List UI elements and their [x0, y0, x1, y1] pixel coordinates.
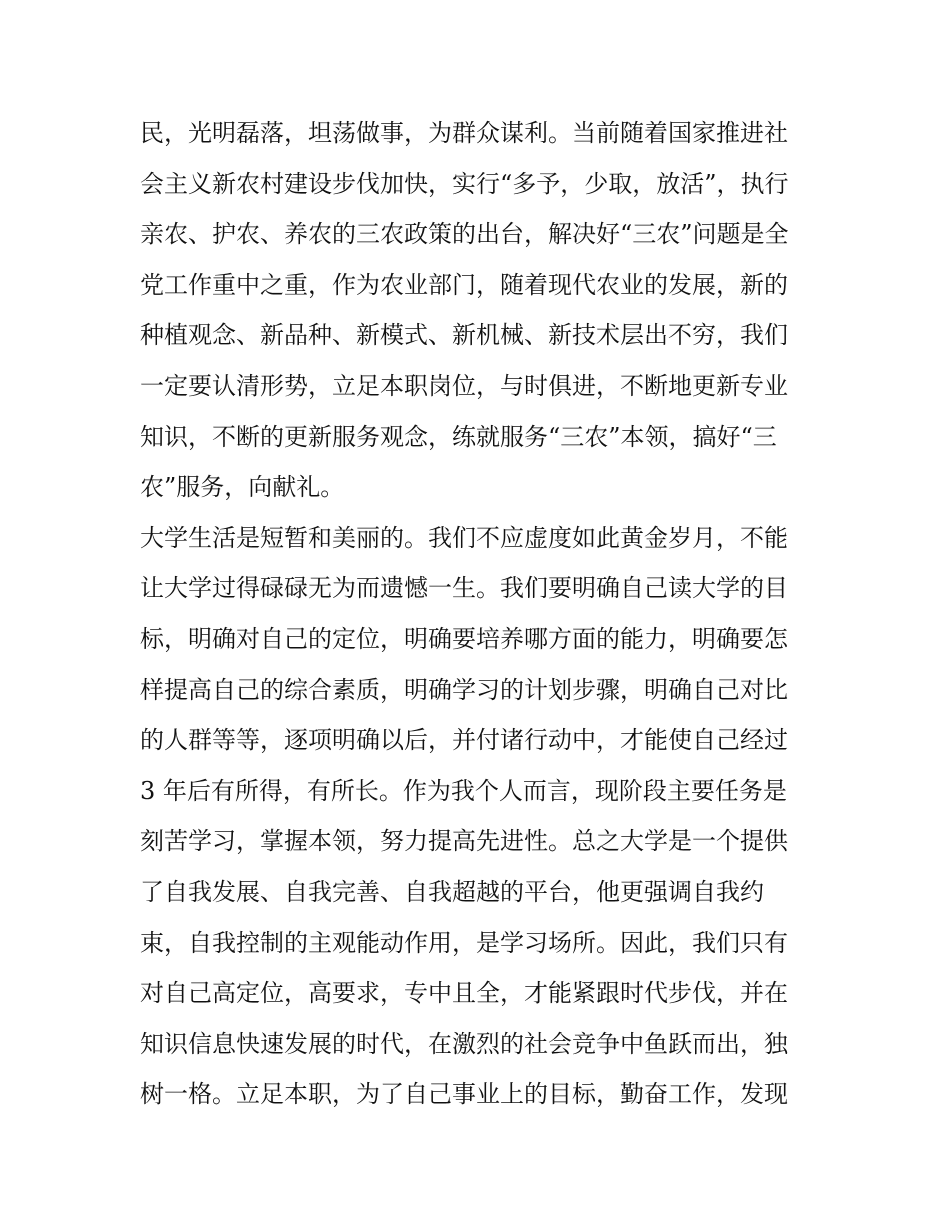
text-line: 会主义新农村建设步伐加快，实行“多予，少取，放活”，执行	[140, 169, 789, 198]
paragraph-1	[140, 108, 820, 513]
text-line: 让大学过得碌碌无为而遗憾一生。我们要明确自己读大学的目	[140, 574, 788, 603]
text-line: 束，自我控制的主观能动作用，是学习场所。因此，我们只有	[140, 928, 788, 957]
text-line: 树一格。立足本职，为了自己事业上的目标，勤奋工作，发现	[140, 1080, 788, 1109]
text-line: 了自我发展、自我完善、自我超越的平台，他更强调自我约	[140, 877, 764, 906]
text-line: 的人群等等，逐项明确以后，并付诸行动中，才能使自己经过	[140, 726, 788, 755]
body-text	[140, 108, 820, 1120]
text-line: 标，明确对自己的定位，明确要培养哪方面的能力，明确要怎	[140, 624, 788, 653]
text-line: 3 年后有所得，有所长。作为我个人而言，现阶段主要任务是	[140, 776, 787, 805]
text-line: 对自己高定位，高要求，专中且全，才能紧跟时代步伐，并在	[140, 979, 788, 1008]
text-line: 亲农、护农、养农的三农政策的出台，解决好“三农”问题是全	[140, 220, 789, 249]
text-line: 农”服务，向献礼。	[140, 473, 345, 502]
text-line: 一定要认清形势，立足本职岗位，与时俱进，不断地更新专业	[140, 371, 788, 400]
text-line: 种植观念、新品种、新模式、新机械、新技术层出不穷，我们	[140, 321, 788, 350]
text-line: 党工作重中之重，作为农业部门，随着现代农业的发展，新的	[140, 270, 788, 299]
text-line: 民，光明磊落，坦荡做事，为群众谋利。当前随着国家推进社	[140, 119, 788, 147]
paragraph-2	[140, 513, 820, 1120]
text-line: 大学生活是短暂和美丽的。我们不应虚度如此黄金岁月，不能	[140, 523, 788, 552]
text-line: 知识，不断的更新服务观念，练就服务“三农”本领，搞好“三	[140, 422, 777, 451]
text-line: 知识信息快速发展的时代，在激烈的社会竞争中鱼跃而出，独	[140, 1029, 788, 1058]
text-line: 样提高自己的综合素质，明确学习的计划步骤，明确自己对比	[140, 675, 788, 704]
text-line: 刻苦学习，掌握本领，努力提高先进性。总之大学是一个提供	[140, 827, 788, 856]
